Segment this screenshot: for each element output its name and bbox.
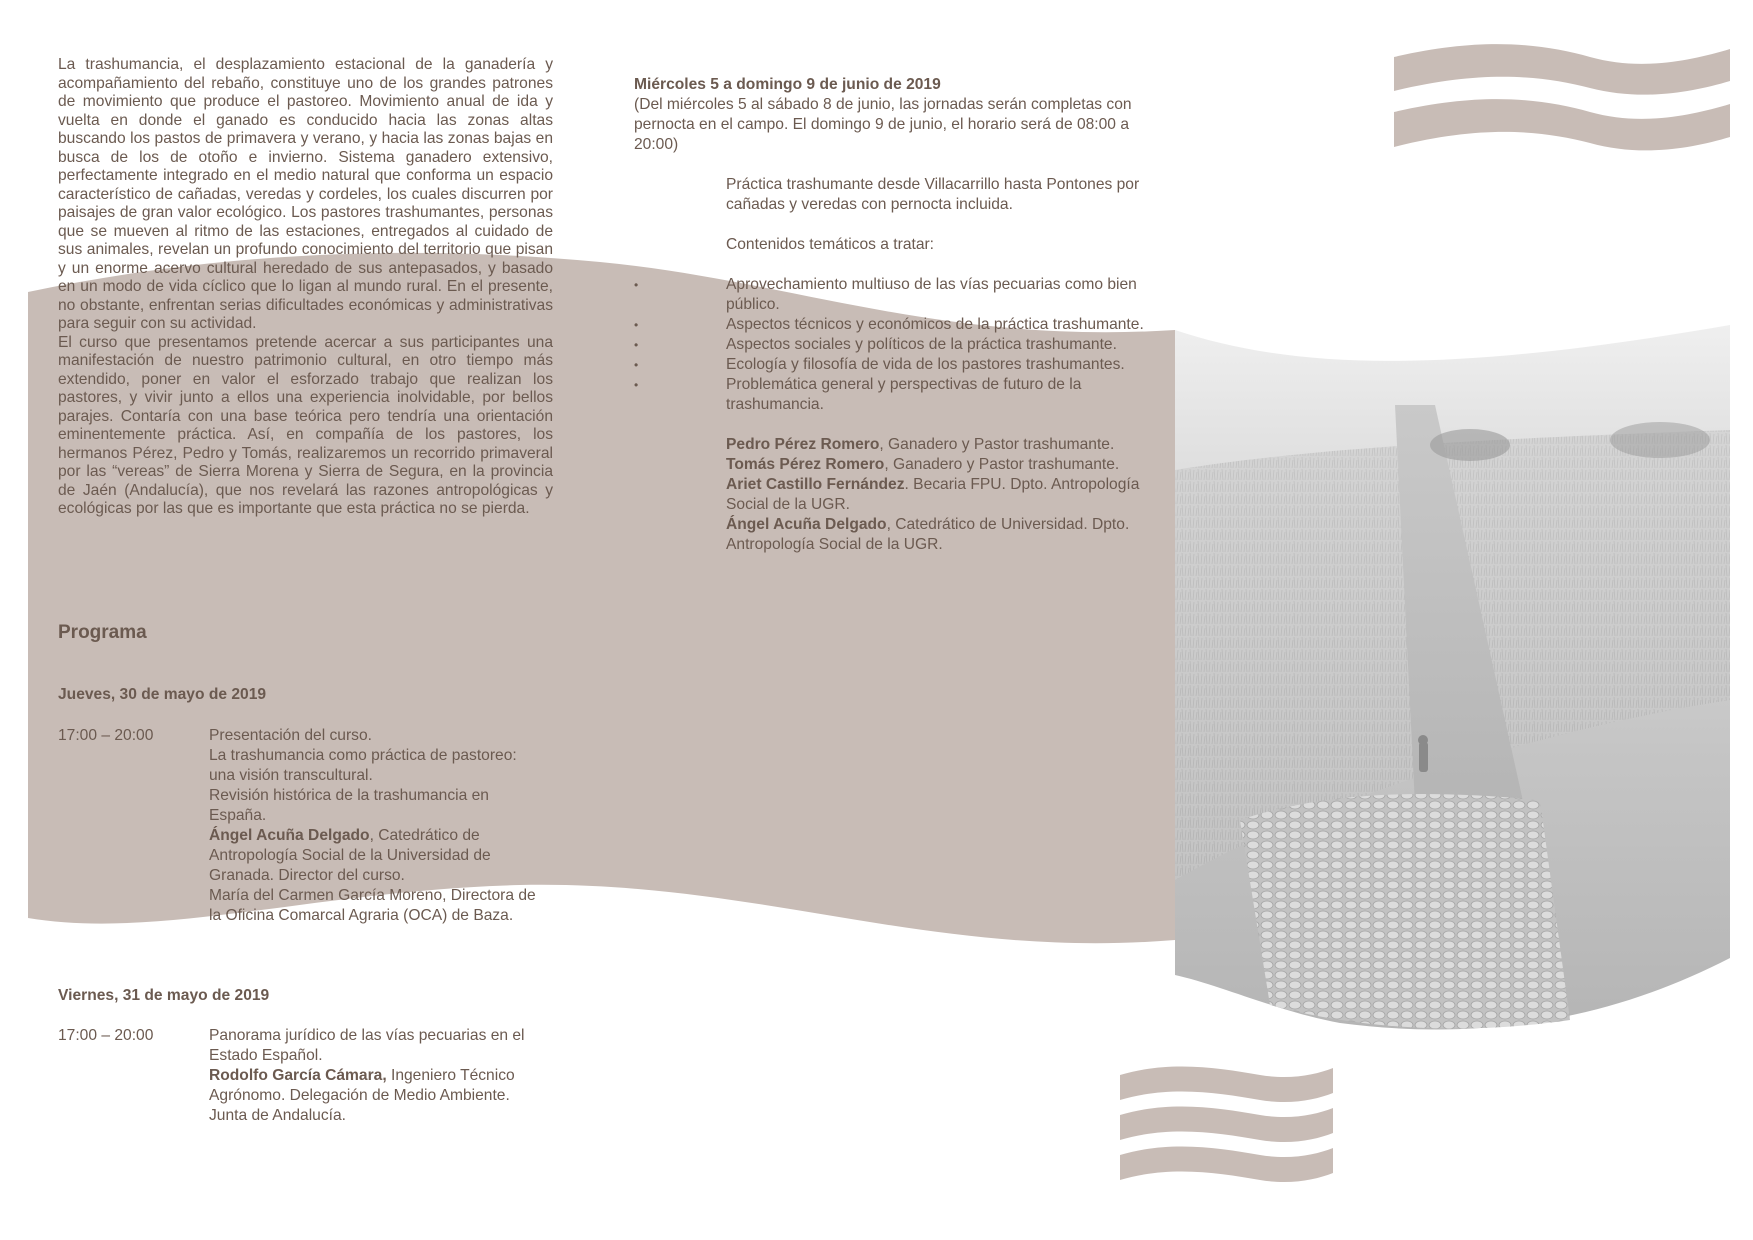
day2-line1: Panorama jurídico de las vías pecuarias en el Estado Español. (209, 1027, 525, 1064)
bullet-icon: • (634, 338, 639, 352)
person-4: Ángel Acuña Delgado, Catedrático de Universidad. Dpto. Antropología Social de la UGR. (726, 516, 1130, 553)
day1-speaker1 (209, 826, 544, 886)
people-list (726, 435, 1154, 555)
field-practice-section (634, 75, 1154, 555)
bullet-icon: • (634, 278, 639, 292)
list-item: • Aspectos técnicos y económicos de la práctica trashumante. (634, 316, 1144, 333)
list-item: • Problemática general y perspectivas de futuro de la trashumancia. (634, 376, 1082, 413)
list-item: • Aspectos sociales y políticos de la práctica trashumante. (634, 336, 1117, 353)
day1-line1: Presentación del curso. (209, 727, 372, 744)
day2-description (209, 1026, 544, 1126)
day1-speaker1-name: Ángel Acuña Delgado (209, 827, 370, 844)
day1-line2: La trashumancia como práctica de pastoreo: una visión transcultural. (209, 747, 517, 784)
field-note: (Del miércoles 5 al sábado 8 de junio, las jornadas serán completas con pernocta en el campo. El domingo 9 de junio, el horario será de 08:00 a 20:00) (634, 96, 1132, 153)
day1-speaker1-role: , Catedrático de Antropología Social de la Universidad de Granada. Director del curso. (209, 827, 491, 884)
person-1: Pedro Pérez Romero, Ganadero y Pastor trashumante. (726, 436, 1115, 453)
day1-date: Jueves, 30 de mayo de 2019 (58, 686, 267, 703)
person-2: Tomás Pérez Romero, Ganadero y Pastor trashumante. (726, 456, 1120, 473)
list-item: • Aprovechamiento multiuso de las vías pecuarias como bien público. (634, 276, 1137, 313)
intro-paragraph-1: La trashumancia, el desplazamiento estacional de la ganadería y acompañamiento del rebaño, constituye uno de los grandes patrones de movimiento que produce el pastoreo. Movimiento anual de ida y vuelta en donde el ganado es conducido hacia las zonas altas buscando los pastos de primavera y verano, y hacia las zonas bajas en busca de los de otoño e invierno. Sistema ganadero extensivo, perfectamente integrado en el medio natural que conforma un espacio característico de cañadas, veredas y cordeles, los cuales discurren por paisajes de gran valor ecológico. Los pastores trashumantes, personas que se mueven al ritmo de las estaciones, entregados al cuidado de sus animales, revelan un profundo conocimiento del territorio que pisan y un enorme acervo cultural heredado de sus antepasados, y basado en un modo de vida cíclico que lo ligan al mundo rural. En el presente, no obstante, enfrentan serias dificultades económicas y administrativas para seguir con su actividad. (58, 56, 553, 332)
day2-time: 17:00 – 20:00 (58, 1027, 154, 1044)
bullet-icon: • (634, 358, 639, 372)
day2-schedule (58, 1026, 548, 1126)
list-item: • Ecología y filosofía de vida de los pastores trashumantes. (634, 356, 1125, 373)
programa-heading: Programa (58, 622, 147, 643)
field-date: Miércoles 5 a domingo 9 de junio de 2019 (634, 76, 941, 93)
day2-date: Viernes, 31 de mayo de 2019 (58, 987, 270, 1004)
topics-list (634, 275, 1154, 415)
intro-text (58, 56, 553, 519)
bullet-icon: • (634, 318, 639, 332)
field-practice: Práctica trashumante desde Villacarrillo hasta Pontones por cañadas y veredas con pernocta incluida. (726, 176, 1140, 213)
day1-line3: Revisión histórica de la trashumancia en España. (209, 787, 489, 824)
bullet-icon: • (634, 378, 639, 392)
intro-paragraph-2: El curso que presentamos pretende acercar a sus participantes una manifestación de nuestro patrimonio cultural, en otro tiempo más extendido, poner en valor el esforzado trabajo que realizan los pastores, y vivir junto a ellos una experiencia inolvidable, por bellos parajes. Contaría con una base teórica pero tendría una orientación eminentemente práctica. Así, en compañía de los pastores, los hermanos Pérez, Pedro y Tomás, realizaremos un recorrido primaveral por las “vereas” de Sierra Morena y Sierra de Segura, en la provincia de Jaén (Andalucía), que nos revelará las razones antropológicas y ecológicas por las que es importante que esta práctica no se pierda. (58, 333, 553, 517)
day2-speaker-name: Rodolfo García Cámara, (209, 1067, 387, 1084)
decor-waves-bottom (1120, 1066, 1333, 1182)
day1-time: 17:00 – 20:00 (58, 727, 154, 744)
day1-speaker2: María del Carmen García Moreno, Directora de la Oficina Comarcal Agraria (OCA) de Baza. (209, 887, 536, 924)
person-3: Ariet Castillo Fernández. Becaria FPU. Dpto. Antropología Social de la UGR. (726, 476, 1140, 513)
contents-label: Contenidos temáticos a tratar: (726, 236, 935, 253)
shepherd-photo (1175, 325, 1730, 1029)
decor-waves-top (1394, 44, 1730, 150)
day1-schedule (58, 726, 548, 946)
day2-speaker (209, 1066, 544, 1126)
day1-description (209, 726, 544, 926)
day2-speaker-role: Ingeniero Técnico Agrónomo. Delegación de Medio Ambiente. Junta de Andalucía. (209, 1067, 515, 1124)
